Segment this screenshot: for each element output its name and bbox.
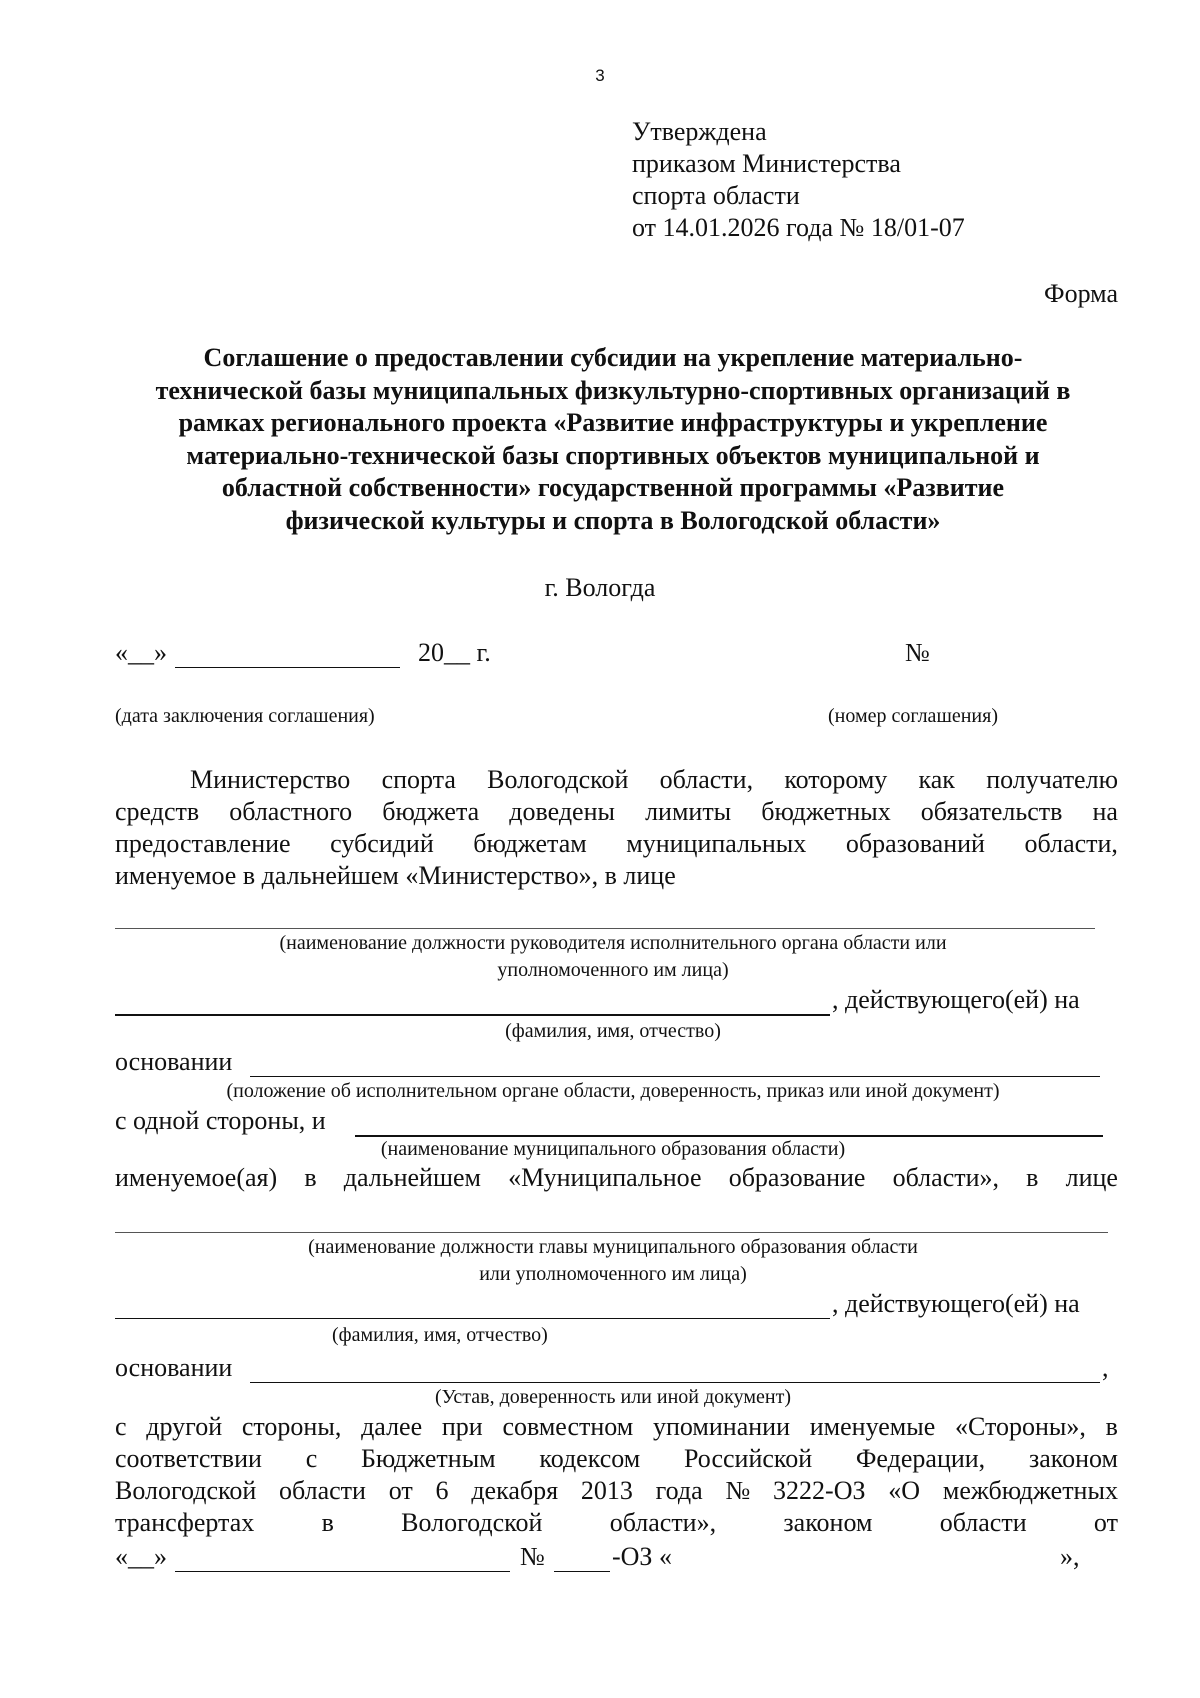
- word: области: [279, 1476, 366, 1505]
- head2-fio-blank: [115, 1318, 830, 1319]
- word: лимиты: [645, 797, 732, 826]
- date-month-blank: [175, 667, 400, 668]
- head2-position-blank: [115, 1232, 1108, 1233]
- approval-line: Утверждена: [632, 117, 767, 146]
- word: декабря: [471, 1476, 559, 1505]
- word: областного: [229, 797, 353, 826]
- law-date-blank: [175, 1571, 510, 1572]
- city: г. Вологда: [544, 573, 656, 602]
- word: бюджета: [382, 797, 480, 826]
- head2-position-caption: [108, 1234, 1118, 1288]
- head-fio-blank: [115, 1014, 830, 1016]
- word: «Муниципальное: [508, 1163, 702, 1192]
- closing-line-4: [115, 1508, 1118, 1540]
- head-position-caption: [108, 930, 1118, 984]
- date-open-quote: «__»: [115, 638, 167, 667]
- word: области»,: [892, 1163, 1000, 1192]
- closing-line-1: [115, 1412, 1118, 1444]
- basis-blank: [250, 1076, 1100, 1077]
- word: как: [918, 765, 955, 794]
- acting-text: , действующего(ей) на: [832, 985, 1080, 1014]
- word: именуемое(ая): [115, 1163, 278, 1192]
- word: на: [1092, 797, 1118, 826]
- word: совместном: [502, 1412, 634, 1441]
- law-number-blank: [554, 1571, 610, 1572]
- caption-line: (наименование муниципального образования области): [380, 1138, 846, 1160]
- law-number-sign: №: [520, 1542, 545, 1571]
- word: субсидий: [330, 829, 434, 858]
- basis-label: основании: [115, 1047, 233, 1076]
- caption-line: (положение об исполнительном органе области, доверенность, приказ или иной документ): [226, 1080, 1000, 1102]
- date-caption: (дата заключения соглашения): [115, 705, 375, 727]
- word: области,: [1024, 829, 1118, 858]
- acting-text-2: , действующего(ей) на: [832, 1289, 1080, 1318]
- intro-line-4: именуемое в дальнейшем «Министерство», в лице: [115, 861, 676, 890]
- word: при: [441, 1412, 483, 1441]
- word: соответствии: [115, 1444, 262, 1473]
- word: именуемые: [809, 1412, 936, 1441]
- caption-line: (наименование должности руководителя исполнительного органа области или: [279, 932, 947, 954]
- word: в: [304, 1163, 317, 1192]
- word: получателю: [986, 765, 1118, 794]
- approval-block: [632, 116, 965, 244]
- word: лице: [1065, 1163, 1118, 1192]
- word: кодексом: [539, 1444, 641, 1473]
- word: средств: [115, 797, 200, 826]
- caption-line: (Устав, доверенность или иной документ): [435, 1386, 791, 1408]
- word: года: [655, 1476, 703, 1505]
- word: области»,: [609, 1508, 717, 1537]
- municipality-caption: [108, 1136, 1118, 1163]
- document-title: [108, 342, 1118, 537]
- intro-line-2: [115, 797, 1118, 829]
- word: «Стороны»,: [954, 1412, 1086, 1441]
- caption-line: (фамилия, имя, отчество): [505, 1020, 721, 1042]
- word: Вологодской: [115, 1476, 257, 1505]
- date-year: 20__ г.: [418, 638, 491, 667]
- caption-line: уполномоченного им лица): [497, 959, 729, 981]
- title-line: областной собственности» государственной программы «Развитие: [221, 473, 1005, 502]
- closing-line-2: [115, 1444, 1118, 1476]
- word: доведены: [509, 797, 615, 826]
- word: Бюджетным: [361, 1444, 496, 1473]
- approval-line: от 14.01.2026 года № 18/01-07: [632, 213, 965, 242]
- word: обязательств: [920, 797, 1063, 826]
- word: дальнейшем: [343, 1163, 481, 1192]
- word: в: [1105, 1412, 1118, 1441]
- word: с: [115, 1412, 127, 1441]
- word: стороны,: [241, 1412, 342, 1441]
- title-line: физической культуры и спорта в Вологодской области»: [285, 505, 941, 535]
- basis-blank-2: [250, 1382, 1100, 1383]
- approval-line: приказом Министерства: [632, 149, 901, 178]
- intro-paragraph: [115, 765, 1118, 893]
- named-as-line: [115, 1163, 1118, 1193]
- word: Федерации,: [855, 1444, 986, 1473]
- law-close-quote: »,: [1060, 1542, 1080, 1571]
- word: области,: [659, 765, 754, 794]
- word: образование: [728, 1163, 866, 1192]
- word: далее: [361, 1412, 423, 1441]
- word: бюджетам: [473, 829, 587, 858]
- number-caption: (номер соглашения): [828, 705, 998, 727]
- form-label: Форма: [1044, 279, 1118, 308]
- word: в: [1026, 1163, 1039, 1192]
- word: муниципальных: [626, 829, 807, 858]
- word: которому: [784, 765, 888, 794]
- word: 2013: [580, 1476, 633, 1505]
- word: Вологодской: [401, 1508, 543, 1537]
- caption-line: или уполномоченного им лица): [479, 1263, 747, 1285]
- law-date-open-quote: «__»: [115, 1542, 167, 1571]
- title-line: материально-технической базы спортивных объектов муниципальной и: [186, 440, 1040, 470]
- title-line: рамках регионального проекта «Развитие инфраструктуры и укрепление: [178, 408, 1048, 437]
- word: «О: [888, 1476, 921, 1505]
- head-position-blank: [115, 928, 1095, 929]
- word: области: [939, 1508, 1027, 1537]
- basis-caption-2: [108, 1384, 1118, 1411]
- word: с: [305, 1444, 318, 1473]
- law-oz-text: -ОЗ «: [612, 1542, 672, 1571]
- basis-caption: [108, 1078, 1118, 1105]
- closing-paragraph: [115, 1412, 1118, 1540]
- head-fio-caption: [108, 1018, 1118, 1045]
- caption-line: (наименование должности главы муниципального образования области: [308, 1236, 918, 1258]
- word: 6: [435, 1476, 449, 1505]
- word: №: [725, 1476, 751, 1505]
- number-sign: №: [905, 638, 930, 667]
- word: Министерство: [190, 765, 351, 794]
- word: спорта: [381, 765, 456, 794]
- intro-line-1: [115, 765, 1118, 797]
- word: Российской: [683, 1444, 813, 1473]
- word: 3222-ОЗ: [773, 1476, 866, 1505]
- word: законом: [1028, 1444, 1118, 1473]
- head2-fio-caption: (фамилия, имя, отчество): [332, 1324, 548, 1346]
- word: от: [388, 1476, 413, 1505]
- title-line: технической базы муниципальных физкультурно-спортивных организаций в: [155, 375, 1071, 405]
- word: межбюджетных: [942, 1476, 1118, 1505]
- word: в: [321, 1508, 334, 1537]
- approval-line: спорта области: [632, 181, 800, 210]
- basis-label-2: основании: [115, 1353, 233, 1382]
- title-line: Соглашение о предоставлении субсидии на укрепление материально-: [203, 343, 1023, 372]
- word: от: [1093, 1508, 1118, 1537]
- word: другой: [146, 1412, 223, 1441]
- word: бюджетных: [761, 797, 891, 826]
- basis-comma: ,: [1102, 1353, 1109, 1382]
- word: упоминании: [653, 1412, 790, 1441]
- one-side-text: с одной стороны, и: [115, 1106, 326, 1135]
- word: законом: [783, 1508, 873, 1537]
- intro-line-3: [115, 829, 1118, 861]
- word: образований: [845, 829, 985, 858]
- closing-line-3: [115, 1476, 1118, 1508]
- page-number: 3: [595, 66, 605, 85]
- word: предоставление: [115, 829, 291, 858]
- word: трансфертах: [115, 1508, 255, 1537]
- word: Вологодской: [487, 765, 629, 794]
